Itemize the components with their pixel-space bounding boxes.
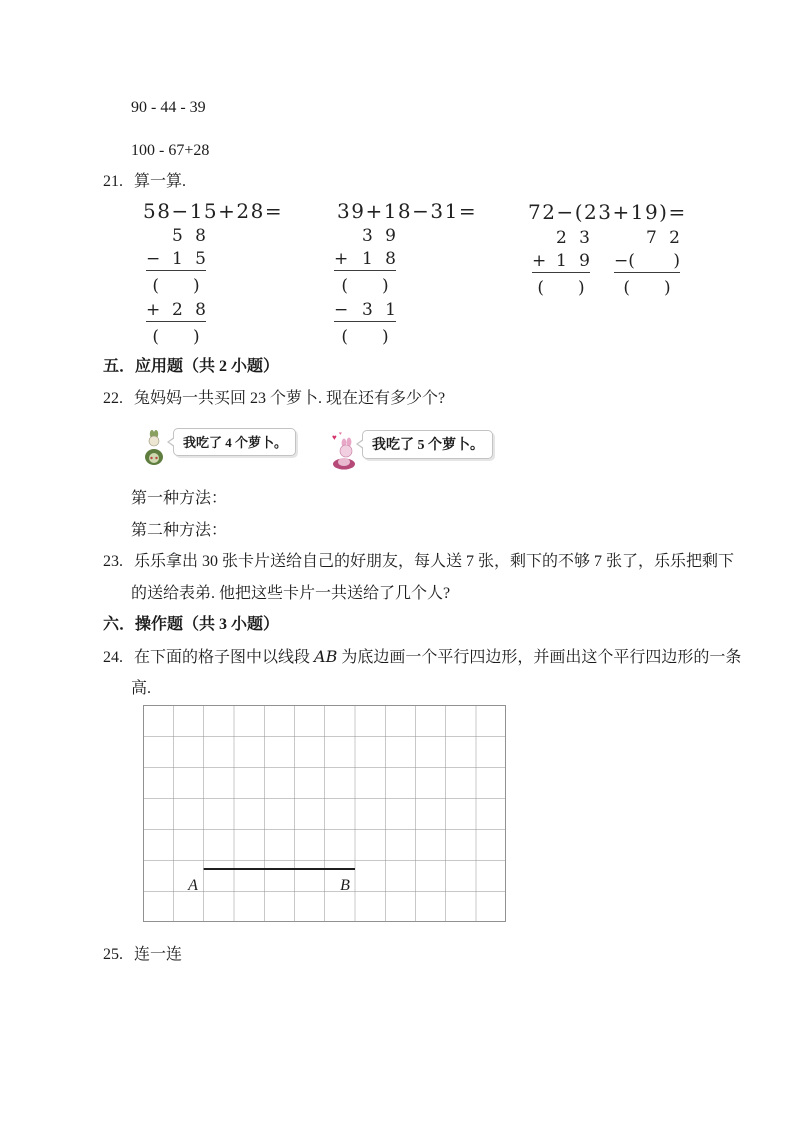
vcalc-row: + 1 8 [334, 249, 396, 269]
vcalc-row: 2 3 [555, 228, 590, 248]
vcalc-row: −( ) [614, 251, 680, 271]
q21-col1-vertical-calc [146, 224, 206, 349]
expression-line-1: 90 - 44 - 39 [131, 99, 206, 116]
q23-text-line2: 的送给表弟. 他把这些卡片一共送给了几个人? [131, 585, 451, 602]
vcalc-answer-blank: ( ) [623, 278, 671, 298]
q21-col3-right-vertical-calc [614, 226, 680, 300]
section-5-title: 五．应用题（共 2 小题） [103, 358, 280, 375]
q24-question-before: 在下面的格子图中以线段 [134, 649, 315, 666]
speech-bubble-1-text: 我吃了 4 个萝卜。 [183, 435, 288, 450]
vcalc-row: + 1 9 [532, 251, 590, 271]
q21-heading [103, 172, 186, 192]
vcalc-answer-blank: ( ) [152, 276, 200, 296]
vcalc-answer-blank: ( ) [341, 327, 389, 347]
q24-question-after: 为底边画一个平行四边形，并画出这个平行四边形的一条 [337, 649, 742, 666]
q21-title: 算一算. [134, 173, 187, 190]
vcalc-row: 5 8 [171, 226, 206, 246]
speech-bubble-2 [362, 430, 493, 459]
vcalc-row: 7 2 [645, 228, 680, 248]
q25-heading [103, 945, 182, 965]
expression-line-2: 100 - 67+28 [131, 142, 210, 159]
q23-text-line1 [103, 552, 734, 572]
q22-method-1-label: 第一种方法： [131, 490, 228, 507]
svg-text:♥: ♥ [339, 432, 342, 437]
vcalc-row: − 3 1 [334, 300, 396, 320]
vcalc-answer-blank: ( ) [152, 327, 200, 347]
rabbit-pink-icon [331, 430, 357, 470]
vcalc-answer-blank: ( ) [341, 276, 389, 296]
section-6-title: 六．操作题（共 3 小题） [103, 616, 280, 633]
q21-col1-equation: 58−15+28= [143, 199, 284, 223]
q24-number: 24. [103, 649, 123, 666]
q24-text-line1 [103, 647, 741, 668]
q22-method-2-label: 第二种方法： [131, 522, 228, 539]
point-b-label: B [340, 877, 350, 894]
q22-text [103, 389, 445, 409]
q21-col2-vertical-calc [334, 224, 396, 349]
vcalc-row: − 1 5 [146, 249, 206, 269]
q24-segment-name: AB [314, 647, 338, 666]
q21-number: 21. [103, 173, 123, 190]
q25-title: 连一连 [134, 946, 183, 963]
speech-bubble-2-text: 我吃了 5 个萝卜。 [372, 438, 484, 453]
q21-col3-equation: 72−(23+19)= [528, 200, 687, 224]
svg-text:♥: ♥ [332, 433, 337, 442]
vcalc-answer-blank: ( ) [537, 278, 585, 298]
q22-question: 兔妈妈一共买回 23 个萝卜. 现在还有多少个? [134, 390, 446, 407]
q22-number: 22. [103, 390, 123, 407]
q23-number: 23. [103, 553, 123, 570]
rabbit-green-icon [144, 429, 164, 467]
q25-number: 25. [103, 946, 123, 963]
q24-grid [143, 705, 506, 922]
q21-col3-left-vertical-calc [532, 226, 590, 300]
point-a-label: A [188, 877, 198, 894]
q21-col2-equation: 39+18−31= [337, 199, 478, 223]
speech-bubble-1 [173, 428, 296, 456]
vcalc-row: 3 9 [361, 226, 396, 246]
vcalc-row: + 2 8 [146, 300, 206, 320]
q24-text-line2: 高. [131, 680, 152, 697]
q23-question-line1: 乐乐拿出 30 张卡片送给自己的好朋友，每人送 7 张，剩下的不够 7 张了，乐乐把剩下 [134, 553, 735, 570]
